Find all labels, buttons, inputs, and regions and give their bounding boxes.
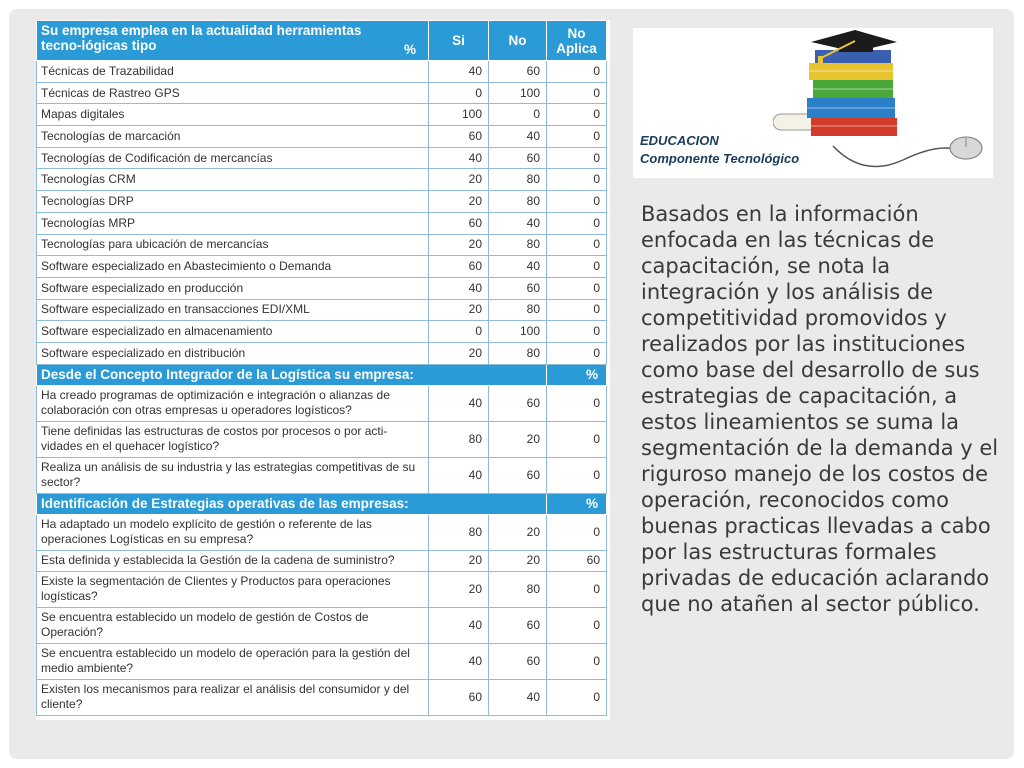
row-si-value: 20 [429,234,489,256]
row-label: Software especializado en Abastecimiento o Demanda [37,256,429,278]
section-pct: % [547,493,607,514]
row-na-value: 0 [547,191,607,213]
row-si-value: 0 [429,321,489,343]
row-na-value: 0 [547,277,607,299]
table-row [37,514,607,550]
row-na-value: 0 [547,385,607,421]
row-no-value: 80 [489,299,547,321]
section-title: Identificación de Estrategias operativas de las empresas: [37,493,547,514]
header-pct: % [403,42,416,57]
row-no-value: 80 [489,191,547,213]
row-no-value: 20 [489,550,547,571]
row-no-value: 60 [489,457,547,493]
row-na-value: 0 [547,342,607,364]
table-row [37,104,607,126]
row-na-value: 0 [547,256,607,278]
table-row [37,342,607,364]
row-si-value: 80 [429,514,489,550]
row-na-value: 0 [547,457,607,493]
row-label: Tecnologías de marcación [37,126,429,148]
row-no-value: 20 [489,421,547,457]
row-si-value: 40 [429,277,489,299]
row-no-value: 80 [489,342,547,364]
row-si-value: 20 [429,299,489,321]
row-si-value: 60 [429,126,489,148]
row-label: Se encuentra establecido un modelo de gestión de Costos de Operación? [37,607,429,643]
education-books-icon [773,28,988,178]
row-label: Mapas digitales [37,104,429,126]
row-si-value: 100 [429,104,489,126]
table-row [37,643,607,679]
table-row [37,607,607,643]
row-si-value: 20 [429,191,489,213]
row-label: Tecnologías para ubicación de mercancías [37,234,429,256]
table-row [37,147,607,169]
table-row [37,277,607,299]
table-header-row [37,21,607,61]
section-pct: % [547,364,607,385]
table-row [37,679,607,715]
row-na-value: 60 [547,550,607,571]
row-no-value: 40 [489,212,547,234]
logo-panel [633,28,993,178]
row-si-value: 60 [429,256,489,278]
row-si-value: 20 [429,342,489,364]
row-label: Ha adaptado un modelo explícito de gestión o referente de las operaciones Logísticas en su empresa? [37,514,429,550]
header-question [37,21,429,61]
row-si-value: 60 [429,212,489,234]
row-no-value: 100 [489,82,547,104]
row-na-value: 0 [547,607,607,643]
row-label: Tecnologías de Codificación de mercancías [37,147,429,169]
row-label: Software especializado en distribución [37,342,429,364]
section-header-estrategias [37,493,607,514]
header-na: No Aplica [547,21,607,61]
row-na-value: 0 [547,421,607,457]
row-si-value: 40 [429,607,489,643]
row-na-value: 0 [547,169,607,191]
row-no-value: 80 [489,169,547,191]
row-no-value: 60 [489,61,547,83]
row-no-value: 40 [489,256,547,278]
row-na-value: 0 [547,104,607,126]
table-row [37,421,607,457]
row-si-value: 20 [429,550,489,571]
row-label: Se encuentra establecido un modelo de operación para la gestión del medio ambiente? [37,643,429,679]
row-si-value: 0 [429,82,489,104]
row-no-value: 60 [489,147,547,169]
row-na-value: 0 [547,321,607,343]
row-si-value: 40 [429,147,489,169]
logo-caption [640,132,799,168]
row-label: Tecnologías CRM [37,169,429,191]
row-label: Existe la segmentación de Clientes y Productos para operaciones logísticas? [37,571,429,607]
row-si-value: 40 [429,61,489,83]
row-si-value: 20 [429,571,489,607]
row-si-value: 40 [429,457,489,493]
row-no-value: 80 [489,234,547,256]
survey-table [36,20,607,716]
row-na-value: 0 [547,126,607,148]
row-label: Software especializado en almacenamiento [37,321,429,343]
row-no-value: 40 [489,679,547,715]
row-si-value: 40 [429,385,489,421]
logo-line-componente: Componente Tecnológico [640,151,800,166]
row-na-value: 0 [547,147,607,169]
row-label: Esta definida y establecida la Gestión de la cadena de suministro? [37,550,429,571]
table-row [37,126,607,148]
table-row [37,571,607,607]
row-si-value: 40 [429,643,489,679]
row-label: Ha creado programas de optimización e integración o alianzas de colaboración con otras empresas u operadores logísticos? [37,385,429,421]
table-row [37,385,607,421]
row-no-value: 60 [489,385,547,421]
row-label: Técnicas de Trazabilidad [37,61,429,83]
row-label: Software especializado en transacciones EDI/XML [37,299,429,321]
row-na-value: 0 [547,514,607,550]
table-row [37,457,607,493]
row-no-value: 60 [489,643,547,679]
table-row [37,234,607,256]
table-row [37,61,607,83]
row-na-value: 0 [547,679,607,715]
row-label: Software especializado en producción [37,277,429,299]
row-no-value: 100 [489,321,547,343]
table-row [37,169,607,191]
row-na-value: 0 [547,82,607,104]
row-si-value: 80 [429,421,489,457]
row-na-value: 0 [547,299,607,321]
table-row [37,212,607,234]
table-row [37,191,607,213]
section-title: Desde el Concepto Integrador de la Logística su empresa: [37,364,547,385]
row-label: Tecnologías MRP [37,212,429,234]
row-si-value: 20 [429,169,489,191]
row-label: Existen los mecanismos para realizar el análisis del consumidor y del cliente? [37,679,429,715]
logo-line-educacion: EDUCACION [640,133,719,148]
row-no-value: 0 [489,104,547,126]
row-label: Tiene definidas las estructuras de costos por procesos o por acti-vidades en el quehacer logístico? [37,421,429,457]
table-row [37,321,607,343]
section-header-integrador [37,364,607,385]
row-no-value: 60 [489,277,547,299]
row-no-value: 60 [489,607,547,643]
header-question-text: Su empresa emplea en la actualidad herramientas tecno-lógicas tipo [41,23,362,53]
header-no: No [489,21,547,61]
row-label: Realiza un análisis de su industria y las estrategias competitivas de su sector? [37,457,429,493]
row-label: Técnicas de Rastreo GPS [37,82,429,104]
row-na-value: 0 [547,61,607,83]
row-na-value: 0 [547,234,607,256]
row-label: Tecnologías DRP [37,191,429,213]
row-no-value: 20 [489,514,547,550]
table-row [37,82,607,104]
row-na-value: 0 [547,571,607,607]
row-si-value: 60 [429,679,489,715]
row-na-value: 0 [547,643,607,679]
table-row [37,299,607,321]
table-row [37,256,607,278]
table-row [37,550,607,571]
row-no-value: 80 [489,571,547,607]
body-paragraph: Basados en la información enfocada en las técnicas de capacitación, se nota la integración y los análisis de competitividad promovidos y realizados por las instituciones como base del desarrollo de sus estrategias de capacitación, a estos lineamientos se suma la segmentación de la demanda y el riguroso manejo de los costos de operación, reconocidos como buenas practicas llevadas a cabo por las estructuras formales privadas de educación aclarando que no atañen al sector público. [641,202,999,616]
row-na-value: 0 [547,212,607,234]
survey-table-container [36,20,610,720]
header-si: Si [429,21,489,61]
row-no-value: 40 [489,126,547,148]
